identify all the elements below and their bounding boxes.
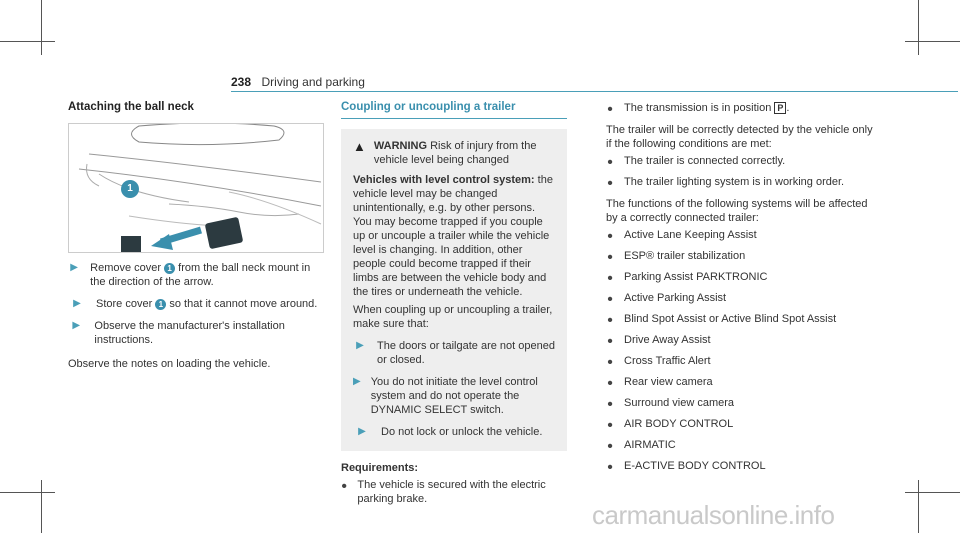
right-column: [606, 101, 876, 477]
list-item: • E-ACTIVE BODY CONTROL: [607, 459, 766, 476]
list-item: • Surround view camera: [607, 396, 735, 413]
left-column: [68, 101, 324, 371]
page-header: [231, 73, 365, 91]
crop-mark: [905, 492, 960, 493]
ball-neck-figure: [68, 123, 324, 253]
section-rule: [341, 118, 567, 119]
crop-mark: [41, 0, 42, 55]
list-item: • The trailer lighting system is in working order.: [607, 175, 845, 192]
step-item: ▶ The doors or tailgate are not opened or closed.: [353, 339, 555, 367]
arrow-icon: ▶: [353, 376, 361, 387]
list-item: • Rear view camera: [607, 375, 713, 392]
list-item: • The trailer is connected correctly.: [607, 154, 786, 171]
note: Observe the notes on loading the vehicle.: [68, 358, 271, 370]
requirements-label: Requirements:: [341, 462, 419, 474]
warning-box: [341, 129, 567, 451]
section-heading: Attaching the ball neck: [68, 101, 194, 113]
arrow-icon: ▶: [358, 426, 366, 437]
warning-triangle-icon: ▲: [353, 139, 366, 154]
list-item: • The transmission is in position P .: [607, 101, 790, 118]
watermark: carmanualsonline.info: [592, 500, 835, 530]
step-item: ▶ Do not lock or unlock the vehicle.: [353, 425, 555, 439]
paragraph: The functions of the following systems will be affected by a correctly connected trailer:: [606, 198, 868, 224]
section-title: Driving and parking: [261, 75, 365, 89]
warning-subheading: Vehicles with level control system:: [353, 174, 535, 186]
crop-mark: [918, 0, 919, 55]
arrow-icon: ▶: [356, 340, 364, 351]
warning-instruction: When coupling up or uncoupling a trailer, make sure that:: [353, 304, 553, 330]
bumper-illustration: [69, 124, 323, 252]
arrow-icon: ▶: [70, 262, 78, 273]
systems-list: [606, 228, 876, 477]
header-rule: [231, 91, 958, 92]
crop-mark: [41, 480, 42, 533]
warning-label: WARNING: [373, 140, 428, 152]
figure-callout: 1: [121, 180, 139, 198]
arrow-icon: ▶: [72, 320, 81, 331]
step-item: ▶ Remove cover 1 from the ball neck mount in the direction of the arrow.: [68, 261, 324, 289]
crop-mark: [0, 492, 55, 493]
crop-mark: [905, 41, 960, 42]
crop-mark: [0, 41, 55, 42]
list-item: • Active Lane Keeping Assist: [607, 228, 757, 245]
list-item: • Cross Traffic Alert: [607, 354, 711, 371]
list-item: • Parking Assist PARKTRONIC: [607, 270, 768, 287]
paragraph: The trailer will be correctly detected by the vehicle only if the following conditions are met:: [606, 124, 873, 150]
section-heading: Coupling or uncoupling a trailer: [341, 101, 516, 113]
conditions-list: [606, 154, 876, 193]
warning-body: the vehicle level may be changed unintentionally, e.g. by other persons. You may become trapped if you couple up or uncouple a trailer while the vehicle level is changing. In addition, other people could become trapped if their limbs are between the vehicle body and the tires or underneath the vehicle.: [353, 174, 553, 298]
page-number: 238: [231, 75, 252, 89]
list-item: • Active Parking Assist: [607, 291, 727, 308]
warning-headline: Risk of injury from the vehicle level being changed: [373, 140, 537, 166]
arrow-icon: ▶: [73, 298, 81, 309]
list-item: • AIRMATIC: [607, 438, 676, 455]
list-item: • AIR BODY CONTROL: [607, 417, 734, 434]
list-item: • Blind Spot Assist or Active Blind Spot Assist: [607, 312, 837, 329]
list-item: • ESP® trailer stabilization: [607, 249, 746, 266]
step-item: ▶ Store cover 1 so that it cannot move around.: [68, 297, 324, 311]
middle-column: [341, 101, 567, 506]
park-position-symbol: P: [774, 102, 786, 114]
step-item: ▶ Observe the manufacturer's installation instructions.: [68, 319, 324, 347]
callout-number: 1: [155, 299, 166, 310]
step-item: ▶ You do not initiate the level control system and do not operate the DYNAMIC SELECT switch.: [353, 376, 538, 416]
callout-number: 1: [164, 263, 175, 274]
list-item: • The vehicle is secured with the electric parking brake.: [341, 478, 546, 505]
list-item: • Drive Away Assist: [607, 333, 711, 350]
crop-mark: [918, 480, 919, 533]
left-steps: [68, 261, 324, 347]
